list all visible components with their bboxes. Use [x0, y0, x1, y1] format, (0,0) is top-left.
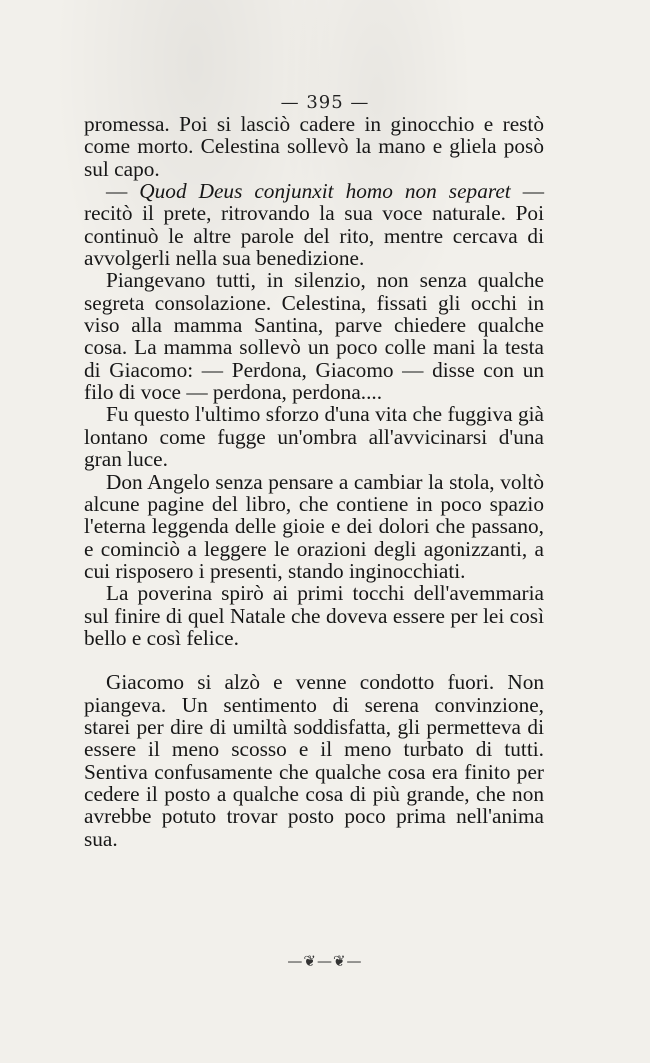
paragraph-2-text: — recitò il prete, ritrovando la sua voce naturale. Poi continuò le altre parole del rito, mentre cercava di avvolgerli nella sua benedizione.: [84, 179, 544, 271]
page-number: — 395 —: [280, 92, 370, 113]
paragraph-3: Piangevano tutti, in silenzio, non senza qualche segreta consolazione. Celestina, fissati gli occhi in viso alla mamma Santina, parve chiedere qualche cosa. La mamma sollevò un poco colle mani la testa di Giacomo: — Perdona, Giacomo — disse con un filo di voce — perdona, perdona....: [84, 268, 544, 405]
paragraph-2-prefix: —: [106, 179, 140, 204]
paragraph-6: La poverina spirò ai primi tocchi dell'avemmaria sul finire di quel Natale che doveva essere per lei così bello e così felice.: [84, 581, 544, 650]
section-ornament: —❦—❦—: [287, 952, 363, 970]
paragraph-7: Giacomo si alzò e venne condotto fuori. Non piangeva. Un sentimento di serena convinzione, starei per dire di umiltà soddisfatta, gli permetteva di essere il meno scosso e il meno turbato di tutti. Sentiva confusamente che qualche cosa era finito per cedere il posto a qualche cosa di più grande, che non avrebbe potuto trovar posto poco prima nell'anima sua.: [84, 670, 544, 851]
paragraph-1: promessa. Poi si lasciò cadere in ginocchio e restò come morto. Celestina sollevò la mano e gliela posò sul capo.: [84, 112, 544, 181]
paragraph-4: Fu questo l'ultimo sforzo d'una vita che fuggiva già lontano come fugge un'ombra all'avvicinarsi d'una gran luce.: [84, 402, 544, 472]
page-body: [84, 113, 544, 850]
paragraph-2: [84, 180, 544, 269]
paragraph-5: Don Angelo senza pensare a cambiar la stola, voltò alcune pagine del libro, che contiene in poco spazio l'eterna leggenda delle gioie e dei dolori che passano, e cominciò a leggere le orazioni degli agonizzanti, a cui risposero i presenti, stando inginocchiati.: [84, 469, 544, 583]
latin-quote: Quod Deus conjunxit homo non separet: [139, 179, 511, 204]
